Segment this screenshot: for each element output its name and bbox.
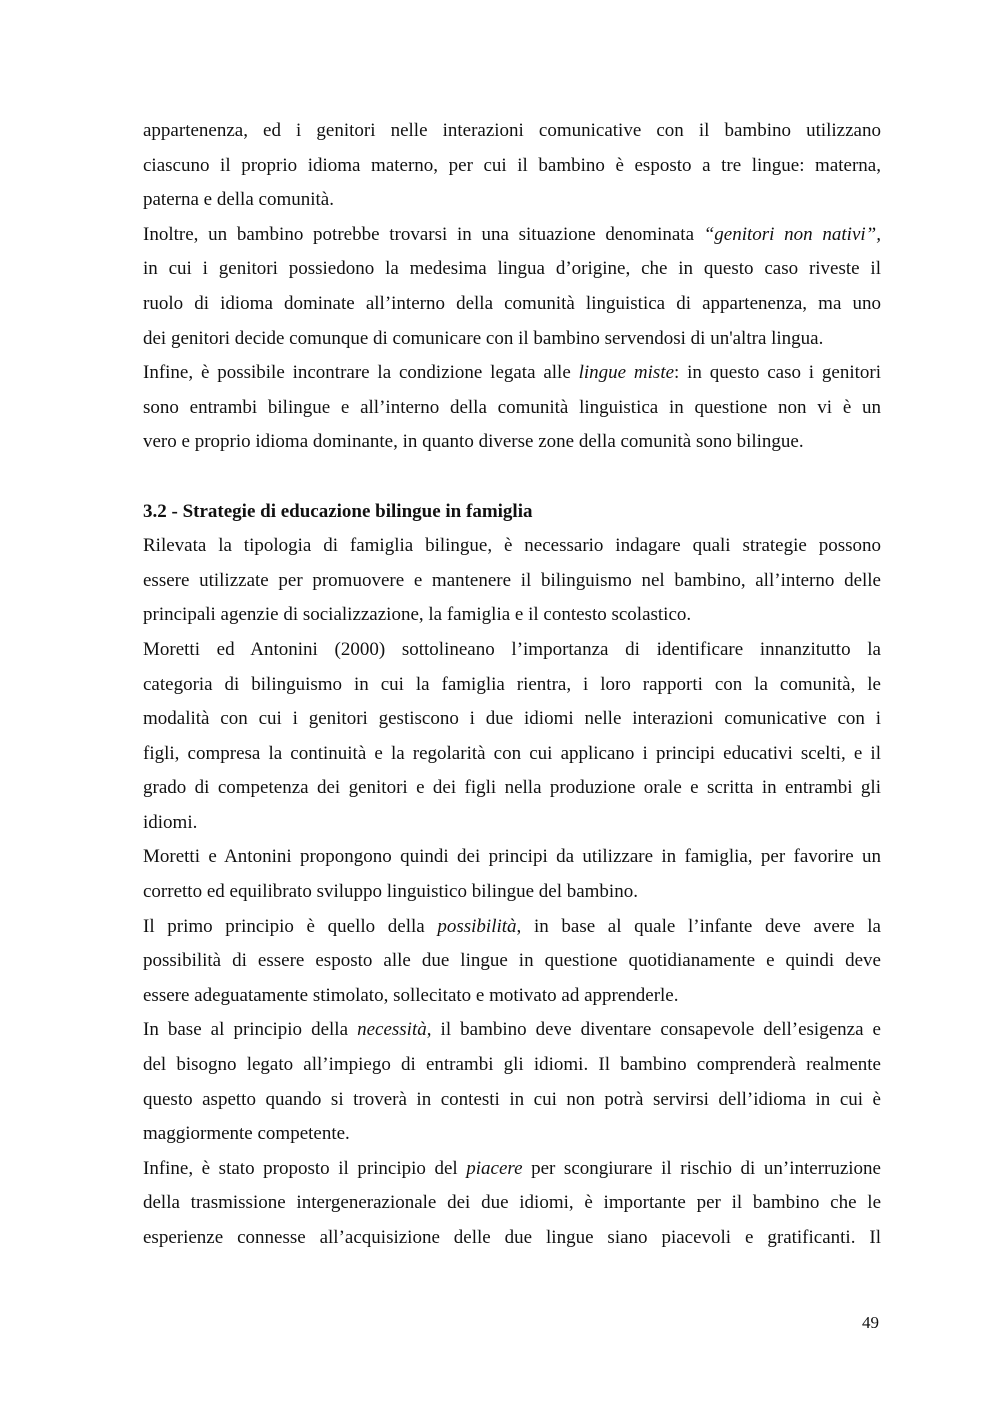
text-line: categoria di bilinguismo in cui la famiglia rientra, i loro rapporti con la comunità, le [143,673,881,695]
text-line: ciascuno il proprio idioma materno, per cui il bambino è esposto a tre lingue: materna, [143,154,881,176]
text-segment: Infine, è possibile incontrare la condizione legata alle [143,362,579,384]
paragraph-gap [143,460,881,495]
text-line: modalità con cui i genitori gestiscono i due idiomi nelle interazioni comunicative con i [143,708,881,730]
text-line: del bisogno legato all’impiego di entrambi gli idiomi. Il bambino comprenderà realmente [143,1054,881,1076]
italic-term: lingue miste [578,362,675,384]
text-line: vero e proprio idioma dominante, in quanto diverse zone della comunità sono bilingue. [143,431,804,453]
text-segment: Il primo principio è quello della [143,915,438,937]
text-segment: : in questo caso i genitori [674,362,881,384]
text-line [143,218,881,253]
text-line [143,356,881,391]
text-line [143,1013,881,1048]
text-line: essere adeguatamente stimolato, sollecitato e motivato ad apprenderle. [143,984,679,1006]
text-line: corretto ed equilibrato sviluppo linguistico bilingue del bambino. [143,881,638,903]
text-line: figli, compresa la continuità e la regolarità con cui applicano i principi educativi scelti, e il [143,742,881,764]
text-line: in cui i genitori possiedono la medesima lingua d’origine, che in questo caso riveste il [143,258,881,280]
italic-term: “genitori non nativi”, [703,223,881,245]
text-line: principali agenzie di socializzazione, la famiglia e il contesto scolastico. [143,604,692,626]
text-line: Rilevata la tipologia di famiglia bilingue, è necessario indagare quali strategie possono [143,535,881,557]
italic-term: possibilità [437,915,517,937]
text-segment: Inoltre, un bambino potrebbe trovarsi in una situazione denominata [143,223,704,245]
page-number: 49 [862,1313,879,1332]
italic-term: piacere [466,1157,523,1179]
italic-term: necessità [357,1019,427,1041]
text-line: ruolo di idioma dominate all’interno della comunità linguistica di appartenenza, ma uno [143,292,881,314]
text-line: Moretti e Antonini propongono quindi dei principi da utilizzare in famiglia, per favorire un [143,846,881,868]
text-line: sono entrambi bilingue e all’interno della comunità linguistica in questione non vi è un [143,396,881,418]
text-line: idiomi. [143,811,198,833]
text-line: Moretti ed Antonini (2000) sottolineano l’importanza di identificare innanzitutto la [143,638,881,660]
text-line [143,910,881,945]
text-line: essere utilizzate per promuovere e mantenere il bilinguismo nel bambino, all’interno delle [143,569,881,591]
text-line: paterna e della comunità. [143,189,334,211]
text-segment: per scongiurare il rischio di un’interruzione [522,1157,881,1179]
text-line [143,1152,881,1187]
text-line: grado di competenza dei genitori e dei figli nella produzione orale e scritta in entrambi gli [143,777,881,799]
section-heading: 3.2 - Strategie di educazione bilingue in famiglia [143,500,533,522]
text-segment: Infine, è stato proposto il principio del [143,1157,467,1179]
text-line: maggiormente competente. [143,1123,350,1145]
text-line: dei genitori decide comunque di comunicare con il bambino servendosi di un'altra lingua. [143,327,824,349]
text-segment: , il bambino deve diventare consapevole dell’esigenza e [426,1019,881,1041]
text-line: della trasmissione intergenerazionale dei due idiomi, è importante per il bambino che le [143,1192,881,1214]
document-body [143,114,881,1256]
text-segment: In base al principio della [143,1019,358,1041]
text-line: possibilità di essere esposto alle due lingue in questione quotidianamente e quindi deve [143,950,881,972]
text-line: appartenenza, ed i genitori nelle interazioni comunicative con il bambino utilizzano [143,120,881,141]
text-segment: , in base al quale l’infante deve avere la [516,915,881,937]
text-line: questo aspetto quando si troverà in contesti in cui non potrà servirsi dell’idioma in cui è [143,1088,881,1110]
text-line: esperienze connesse all’acquisizione delle due lingue siano piacevoli e gratificanti. Il [143,1227,881,1248]
